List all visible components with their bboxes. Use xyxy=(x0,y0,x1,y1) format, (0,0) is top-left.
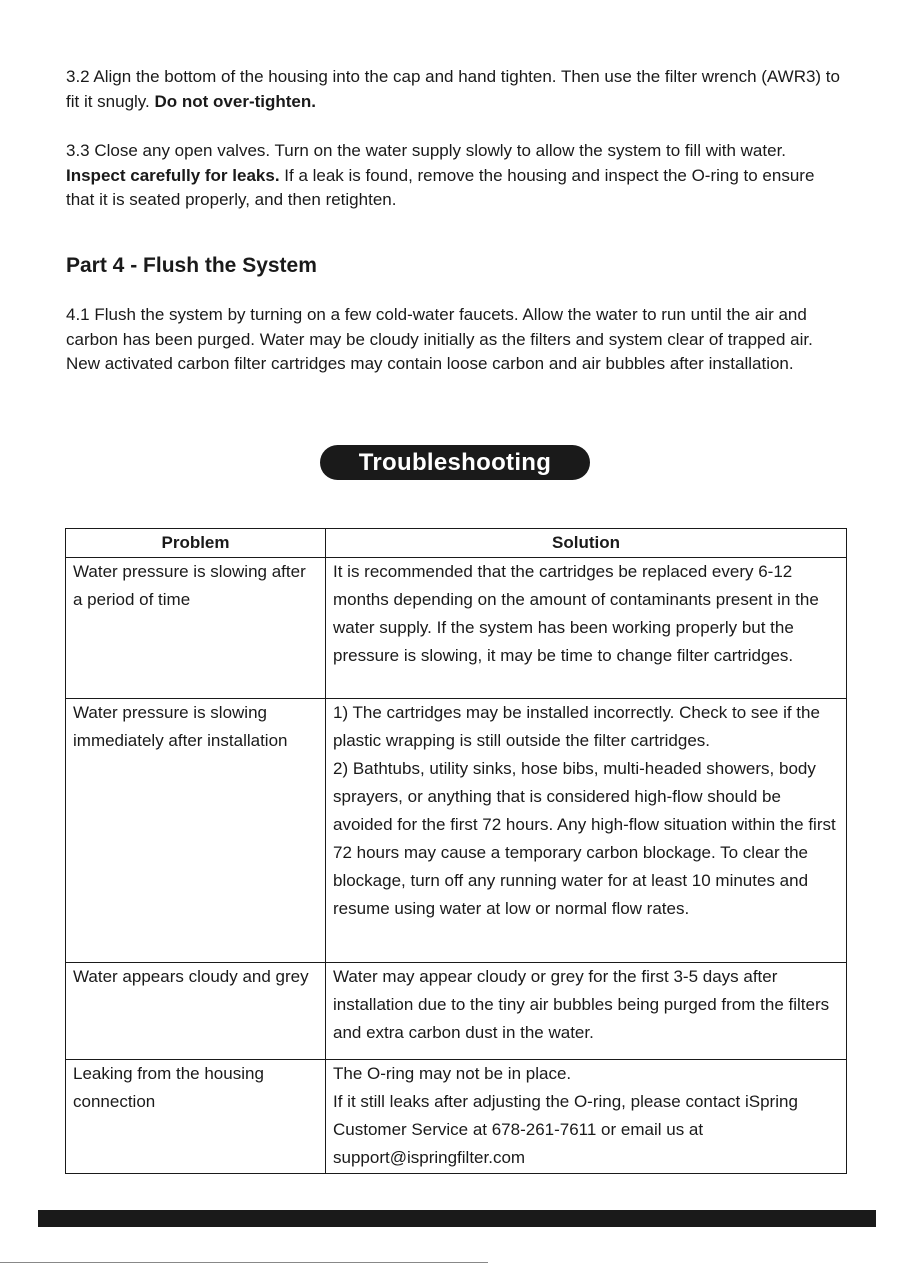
problem-cell: Water pressure is slowing immediately after installation xyxy=(66,699,326,963)
solution-cell xyxy=(326,1060,847,1174)
table-row xyxy=(66,1060,847,1174)
solution-cell xyxy=(326,558,847,699)
solution-line: If it still leaks after adjusting the O-ring, please contact iSpring Customer Service at 678-261-7611 or email us at support@ispringfilter.com xyxy=(333,1092,798,1167)
solution-line: The O-ring may not be in place. xyxy=(333,1064,572,1083)
step-3-2-warning: Do not over-tighten. xyxy=(154,91,316,111)
column-header-problem: Problem xyxy=(66,529,326,558)
table-row xyxy=(66,963,847,1060)
troubleshooting-table xyxy=(65,528,847,1174)
solution-cell xyxy=(326,699,847,963)
solution-cell xyxy=(326,963,847,1060)
step-3-2-text: 3.2 Align the bottom of the housing into the cap and hand tighten. Then use the filter wrench (AWR3) to fit it snugly. xyxy=(66,67,840,111)
step-4-1: 4.1 Flush the system by turning on a few cold-water faucets. Allow the water to run until the air and carbon has been purged. Water may be cloudy initially as the filters and system clear of trapped air. New activated carbon filter cartridges may contain loose carbon and air bubbles after installation. xyxy=(66,305,813,373)
solution-line: 2) Bathtubs, utility sinks, hose bibs, multi-headed showers, body sprayers, or anything that is considered high-flow should be avoided for the first 72 hours. Any high-flow situation within the first 72 hours may cause a temporary carbon blockage. To clear the blockage, turn off any running water for at least 10 minutes and resume using water at low or normal flow rates. xyxy=(333,759,836,918)
step-3-3-text-a: 3.3 Close any open valves. Turn on the water supply slowly to allow the system to fill with water. xyxy=(66,141,787,160)
table-row xyxy=(66,558,847,699)
solution-line: It is recommended that the cartridges be replaced every 6-12 months depending on the amount of contaminants present in the water supply. If the system has been working properly but the pressure is slowing, it may be time to change filter cartridges. xyxy=(333,562,819,665)
troubleshooting-title: Troubleshooting xyxy=(358,448,552,476)
solution-line: 1) The cartridges may be installed incorrectly. Check to see if the plastic wrapping is still outside the filter cartridges. xyxy=(333,703,820,750)
step-3-3-warning: Inspect carefully for leaks. xyxy=(66,165,280,185)
footer-bar xyxy=(38,1210,876,1227)
step-3-3-text-b: If a leak is found, remove the housing and inspect the O-ring to ensure that it is seated properly, and then retighten. xyxy=(66,165,815,209)
troubleshooting-title-badge xyxy=(320,445,590,480)
table-row xyxy=(66,699,847,963)
step-3-3 xyxy=(66,139,846,213)
problem-cell: Water pressure is slowing after a period of time xyxy=(66,558,326,699)
footer-rule xyxy=(0,1262,488,1263)
table-header-row xyxy=(66,529,847,558)
problem-cell: Leaking from the housing connection xyxy=(66,1060,326,1174)
column-header-solution: Solution xyxy=(326,529,847,558)
part-4-heading: Part 4 - Flush the System xyxy=(66,254,317,277)
problem-cell: Water appears cloudy and grey xyxy=(66,963,326,1060)
solution-line: Water may appear cloudy or grey for the first 3-5 days after installation due to the tiny air bubbles being purged from the filters and extra carbon dust in the water. xyxy=(333,967,830,1042)
step-3-2 xyxy=(66,65,846,114)
